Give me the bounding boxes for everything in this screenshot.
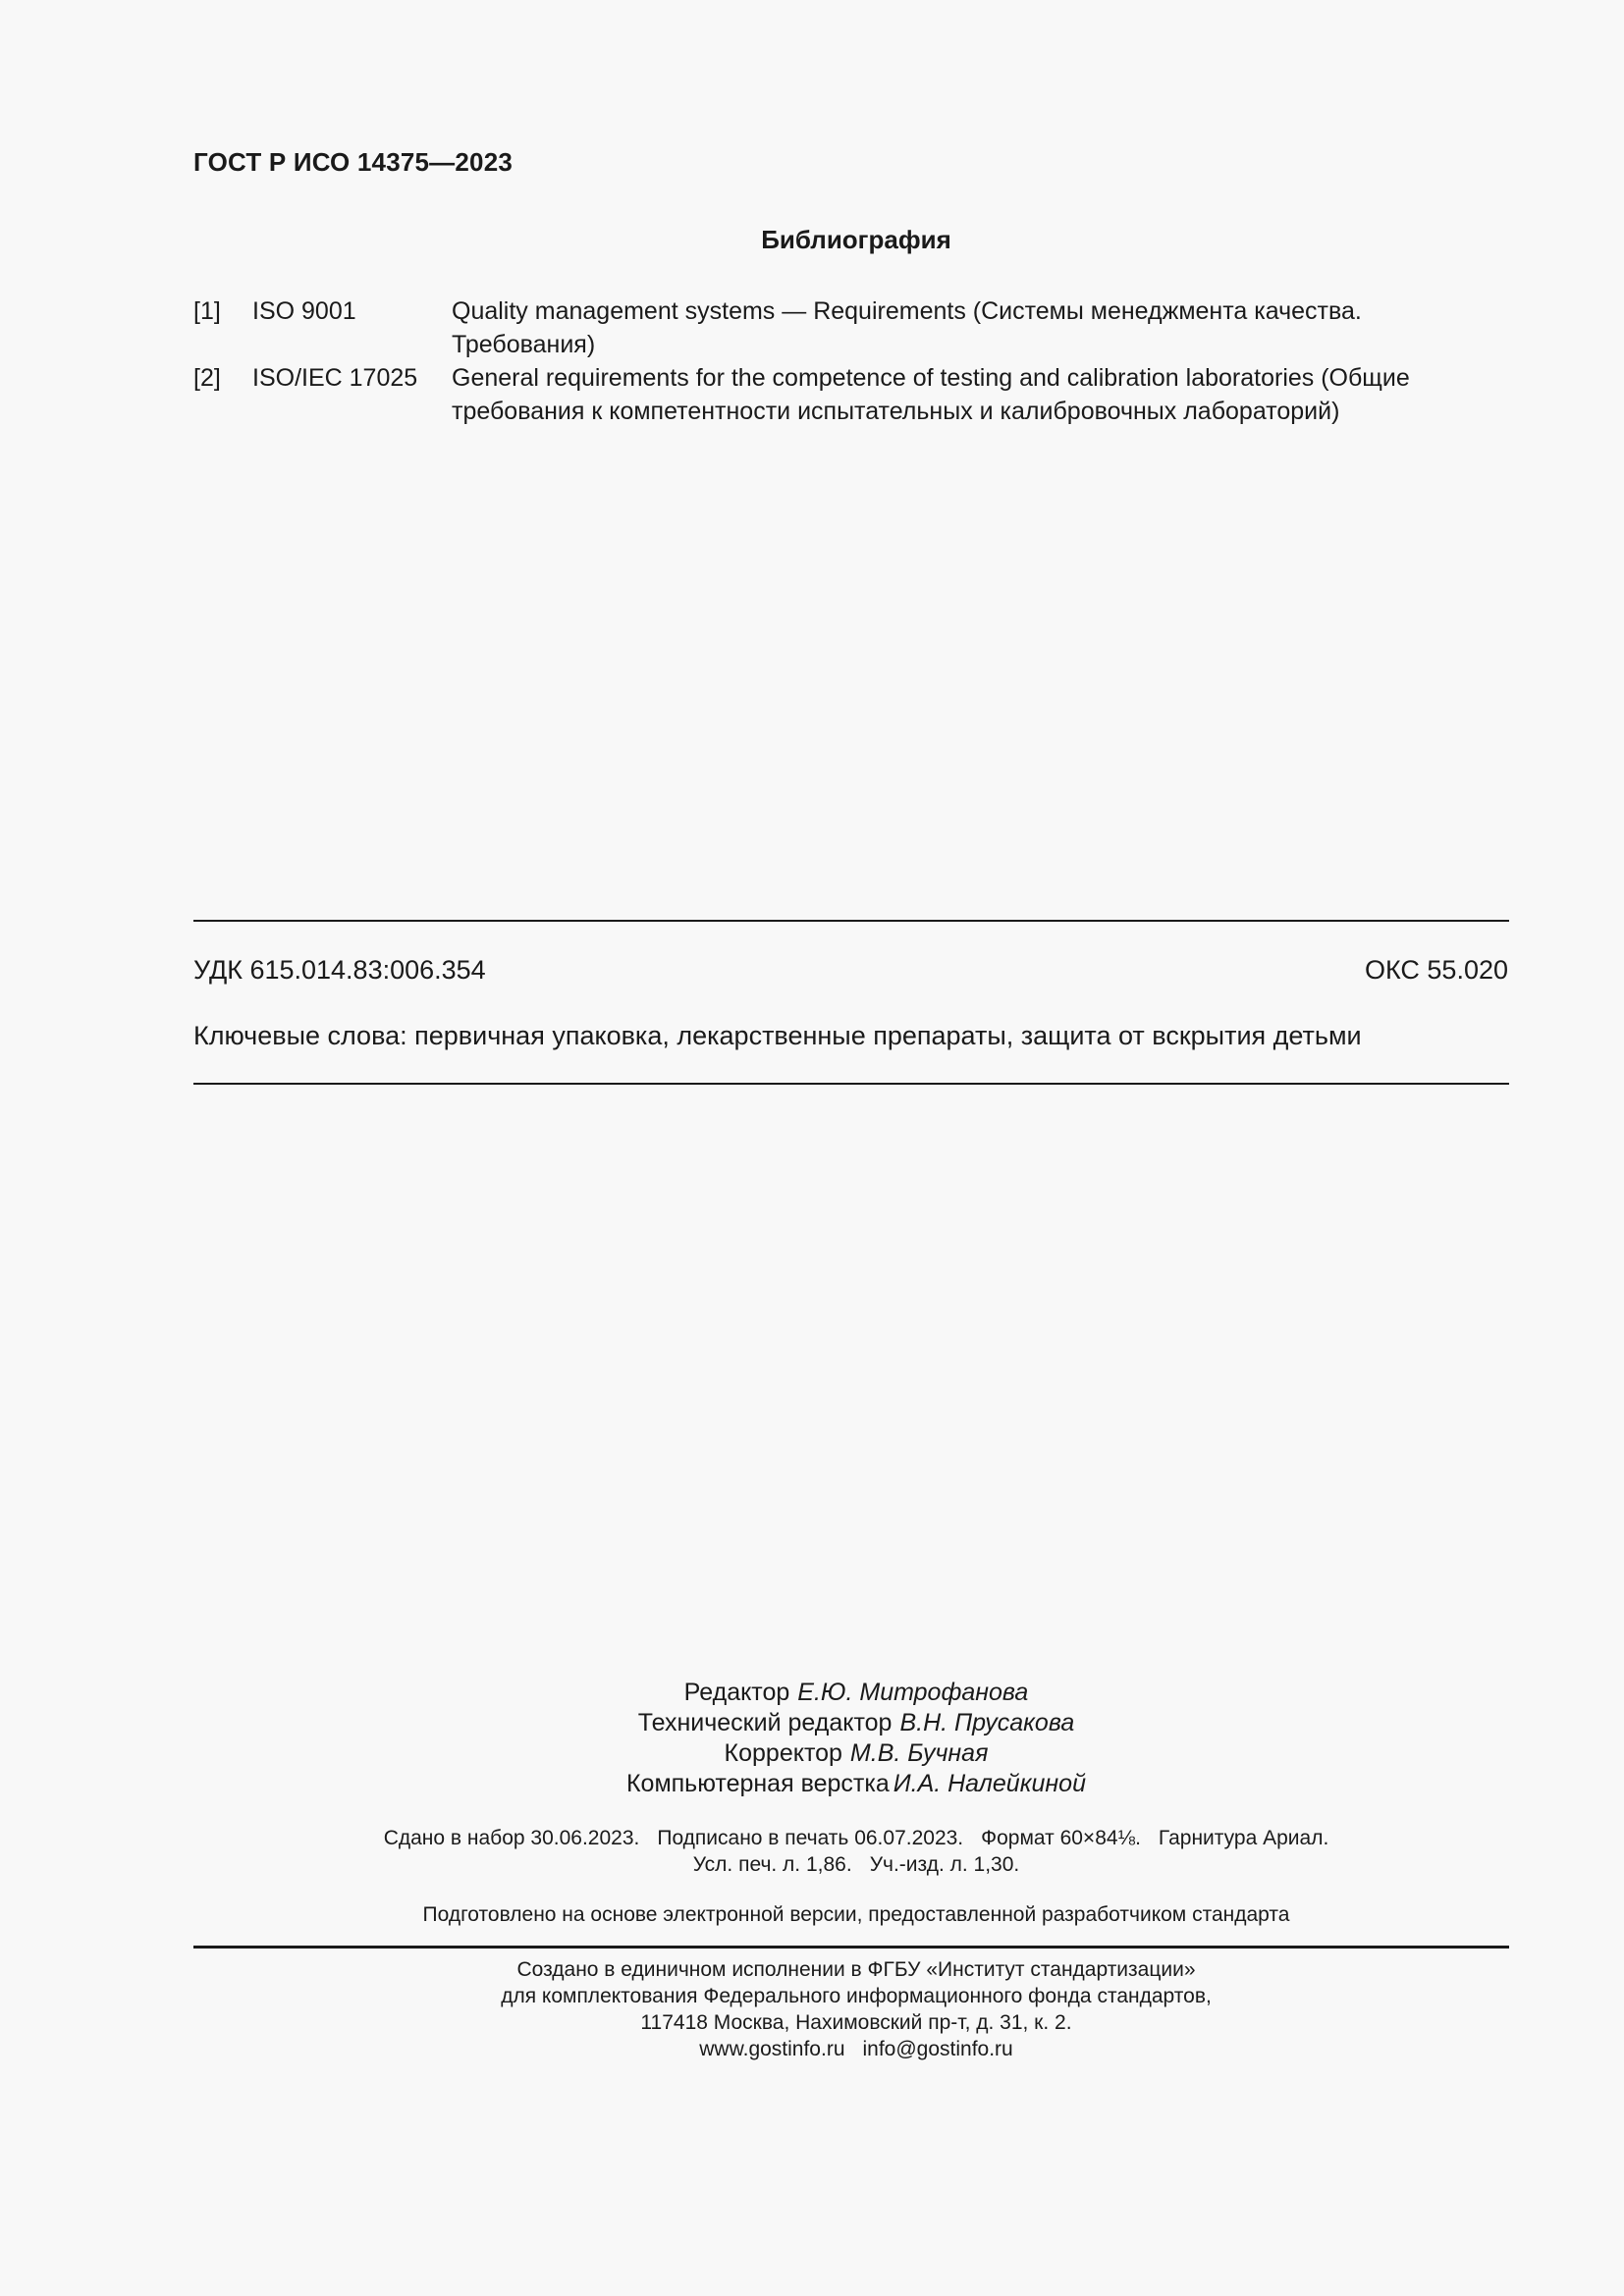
print-info-line-1 <box>88 1825 1624 1851</box>
credit-person: Е.Ю. Митрофанова <box>797 1679 1029 1706</box>
credit-person: И.А. Налейкиной <box>893 1770 1086 1797</box>
credit-layout <box>88 1769 1624 1799</box>
credit-editor <box>88 1678 1624 1708</box>
publisher-line: для комплектования Федерального информационного фонда стандартов, <box>501 1985 1212 2007</box>
divider-middle <box>193 1083 1509 1085</box>
oks-code: ОКС 55.020 <box>1364 955 1508 985</box>
credit-role: Компьютерная верстка <box>625 1770 890 1797</box>
print-info <box>0 1825 1624 1878</box>
typeface: Гарнитура Ариал. <box>1158 1827 1329 1849</box>
bibliography-title: Библиография <box>761 225 951 254</box>
entry-number: [2] <box>193 364 221 392</box>
credit-technical-editor <box>88 1708 1624 1738</box>
publisher-sheets: Уч.-изд. л. 1,30. <box>869 1853 1020 1876</box>
credit-role: Технический редактор <box>637 1709 893 1736</box>
publisher-contacts <box>88 2036 1624 2062</box>
website-link[interactable]: www.gostinfo.ru <box>699 2038 845 2060</box>
bibliography-entry <box>193 361 1509 428</box>
credit-role: Корректор <box>724 1739 842 1767</box>
bibliography-entry <box>193 294 1509 361</box>
email-link[interactable]: info@gostinfo.ru <box>862 2038 1013 2060</box>
publisher-line: Создано в единичном исполнении в ФГБУ «Институт стандартизации» <box>516 1958 1196 1981</box>
entry-description: Quality management systems — Requirements (Системы менеджмента качества. Требования) <box>452 297 1362 358</box>
entry-description: General requirements for the competence of testing and calibration laboratories (Общие требования к компетентности испытательных и калибровочных лабораторий) <box>452 364 1410 425</box>
keywords: Ключевые слова: первичная упаковка, лекарственные препараты, защита от вскрытия детьми <box>193 1021 1362 1050</box>
entry-standard-code: ISO 9001 <box>252 297 356 325</box>
publisher-info <box>0 1956 1624 2062</box>
typeset-date: Сдано в набор 30.06.2023. <box>383 1827 640 1849</box>
print-info-line-2 <box>88 1851 1624 1878</box>
entry-standard-code: ISO/IEC 17025 <box>252 364 418 392</box>
credit-role: Редактор <box>683 1679 790 1706</box>
divider-bottom <box>193 1946 1509 1949</box>
udk-code: УДК 615.014.83:006.354 <box>193 955 486 985</box>
printed-sheets: Усл. печ. л. 1,86. <box>692 1853 852 1876</box>
paper-format: Формат 60×84⅛. <box>981 1827 1141 1849</box>
print-signed-date: Подписано в печать 06.07.2023. <box>657 1827 964 1849</box>
credit-person: В.Н. Прусакова <box>899 1709 1075 1736</box>
credit-proofreader <box>88 1738 1624 1769</box>
credit-person: М.В. Бучная <box>849 1739 989 1767</box>
credits-block <box>0 1678 1624 1799</box>
bibliography-list <box>193 294 1509 428</box>
divider-top <box>193 920 1509 922</box>
publisher-address: 117418 Москва, Нахимовский пр-т, д. 31, к. 2. <box>640 2011 1072 2034</box>
entry-number: [1] <box>193 297 221 325</box>
document-code: ГОСТ Р ИСО 14375—2023 <box>193 147 514 177</box>
prepared-note: Подготовлено на основе электронной версии, предоставленной разработчиком стандарта <box>422 1903 1290 1926</box>
